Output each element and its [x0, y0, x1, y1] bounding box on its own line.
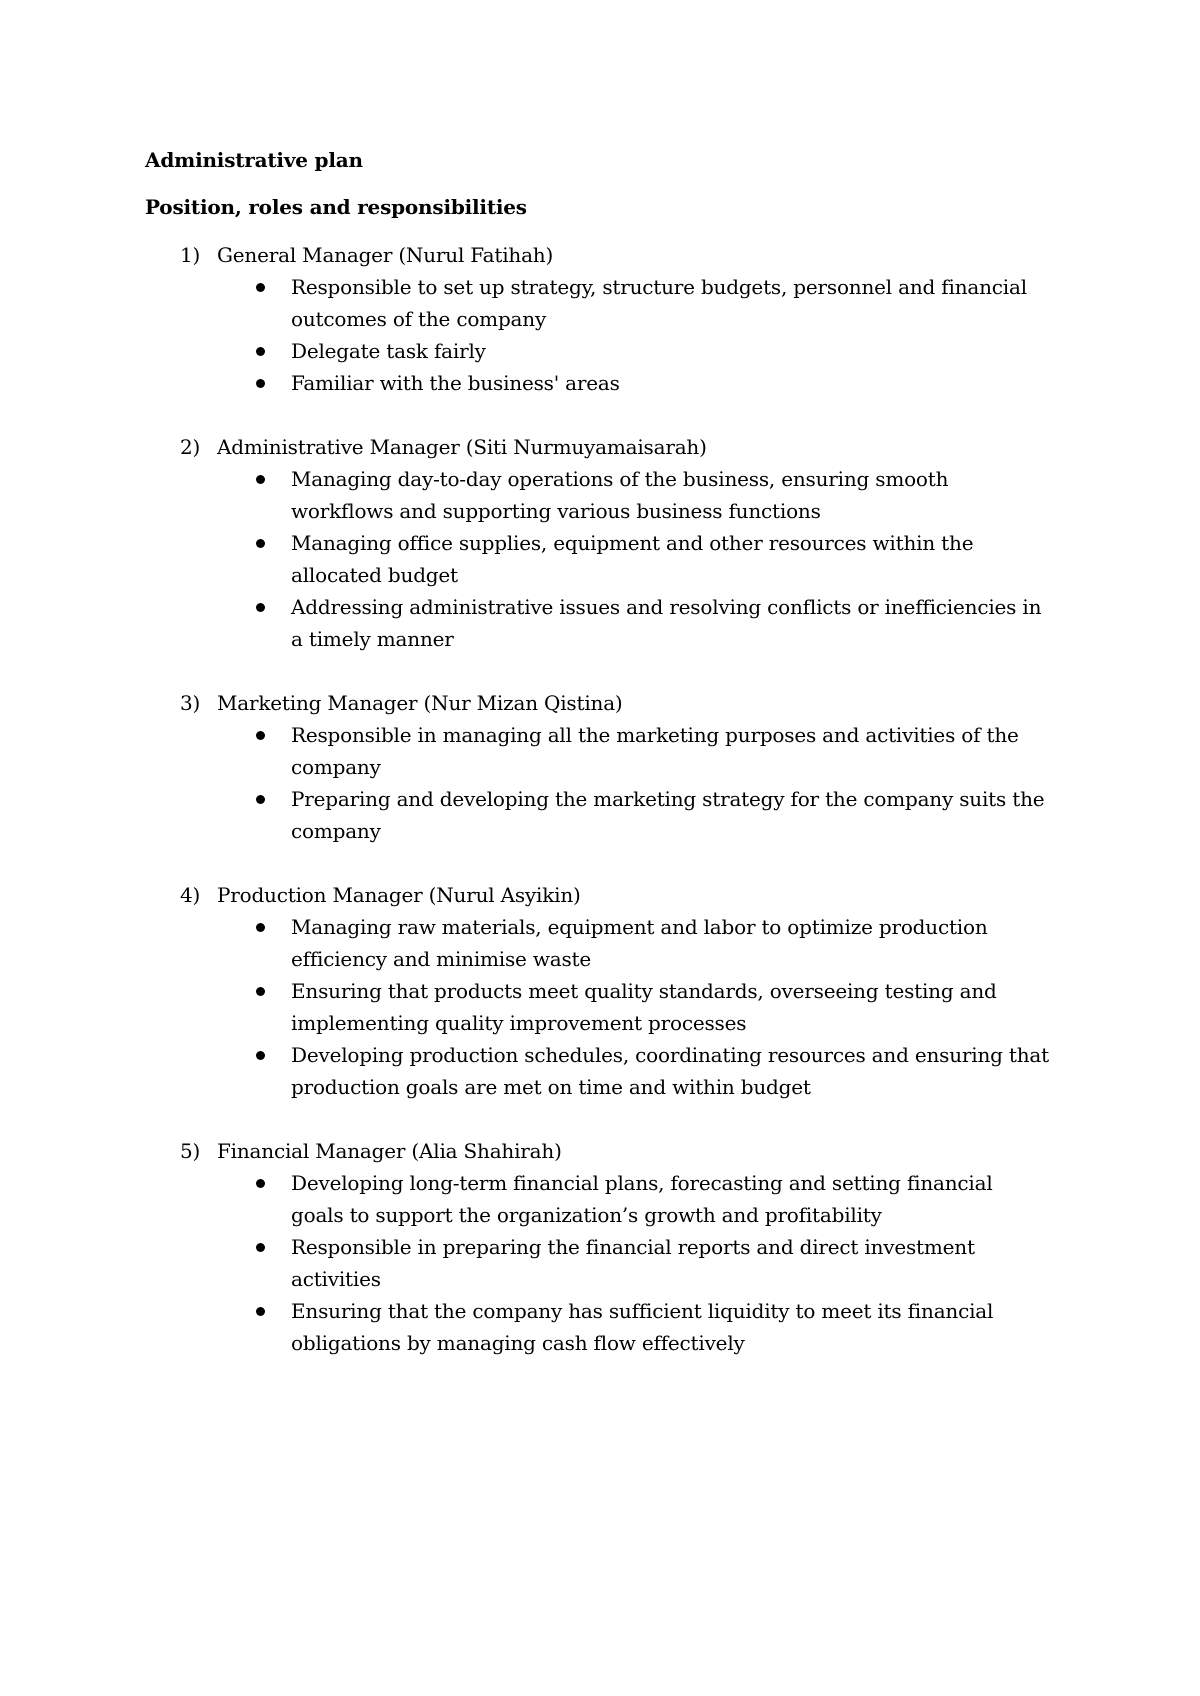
position-item — [145, 1135, 1045, 1359]
position-title: General Manager (Nurul Fatihah) — [217, 243, 554, 267]
duty-text: Managing day-to-day operations of the business, ensuring smooth workflows and supporting various business functions — [291, 467, 949, 523]
position-number: 3) — [180, 691, 201, 715]
position-number: 4) — [180, 883, 201, 907]
duties-list — [145, 911, 1049, 1103]
duty-text: Developing long-term financial plans, forecasting and setting financial goals to support the organization’s growth and profitability — [291, 1171, 993, 1227]
position-heading — [145, 239, 1045, 271]
duty-text: Managing raw materials, equipment and labor to optimize production efficiency and minimise waste — [291, 915, 988, 971]
position-number: 5) — [180, 1139, 201, 1163]
position-title: Financial Manager (Alia Shahirah) — [217, 1139, 562, 1163]
duty-item — [145, 719, 1051, 783]
bullet-icon — [256, 731, 265, 740]
duty-item — [145, 1167, 1051, 1231]
position-heading — [145, 1135, 1045, 1167]
position-item — [145, 879, 1049, 1103]
duties-list — [145, 271, 1045, 399]
duty-item — [145, 463, 1051, 527]
duty-item — [145, 1295, 1051, 1359]
bullet-icon — [256, 923, 265, 932]
duty-text: Developing production schedules, coordinating resources and ensuring that production goals are met on time and within budget — [291, 1043, 1049, 1099]
duty-text: Delegate task fairly — [291, 339, 486, 363]
position-heading — [145, 431, 1045, 463]
document-body — [145, 144, 1049, 1359]
duty-item — [145, 1231, 1051, 1295]
position-title: Administrative Manager (Siti Nurmuyamaisarah) — [217, 435, 707, 459]
section-heading: Position, roles and responsibilities — [145, 195, 527, 219]
bullet-icon — [256, 987, 265, 996]
duty-text: Ensuring that products meet quality standards, overseeing testing and implementing quality improvement processes — [291, 979, 997, 1035]
document-title: Administrative plan — [145, 148, 363, 172]
bullet-icon — [256, 347, 265, 356]
position-heading — [145, 879, 1045, 911]
duty-text: Preparing and developing the marketing strategy for the company suits the company — [291, 787, 1045, 843]
duty-item — [145, 911, 1051, 975]
bullet-icon — [256, 283, 265, 292]
position-heading — [145, 687, 1045, 719]
duty-item — [145, 367, 1051, 399]
bullet-icon — [256, 539, 265, 548]
duty-item — [145, 783, 1051, 847]
duties-list — [145, 719, 1045, 847]
duty-text: Familiar with the business' areas — [291, 371, 620, 395]
position-number: 1) — [180, 243, 201, 267]
position-item — [145, 239, 1045, 399]
duty-item — [145, 975, 1051, 1039]
duty-text: Responsible in managing all the marketing purposes and activities of the company — [291, 723, 1019, 779]
duty-text: Responsible in preparing the financial reports and direct investment activities — [291, 1235, 975, 1291]
bullet-icon — [256, 795, 265, 804]
duty-text: Responsible to set up strategy, structure budgets, personnel and financial outcomes of the company — [291, 275, 1027, 331]
position-title: Marketing Manager (Nur Mizan Qistina) — [217, 691, 623, 715]
duty-item — [145, 591, 1051, 655]
bullet-icon — [256, 603, 265, 612]
bullet-icon — [256, 1051, 265, 1060]
position-number: 2) — [180, 435, 201, 459]
bullet-icon — [256, 1243, 265, 1252]
duty-text: Managing office supplies, equipment and other resources within the allocated budget — [291, 531, 974, 587]
bullet-icon — [256, 1307, 265, 1316]
duty-item — [145, 335, 1051, 367]
position-item — [145, 431, 1045, 655]
position-item — [145, 687, 1045, 847]
duty-text: Ensuring that the company has sufficient liquidity to meet its financial obligations by managing cash flow effectively — [291, 1299, 994, 1355]
bullet-icon — [256, 475, 265, 484]
duty-item — [145, 1039, 1051, 1103]
duties-list — [145, 463, 1045, 655]
duty-item — [145, 527, 1051, 591]
duty-text: Addressing administrative issues and resolving conflicts or inefficiencies in a timely manner — [291, 595, 1042, 651]
positions-list — [145, 239, 1049, 1359]
duties-list — [145, 1167, 1045, 1359]
bullet-icon — [256, 379, 265, 388]
duty-item — [145, 271, 1051, 335]
position-title: Production Manager (Nurul Asyikin) — [217, 883, 581, 907]
bullet-icon — [256, 1179, 265, 1188]
